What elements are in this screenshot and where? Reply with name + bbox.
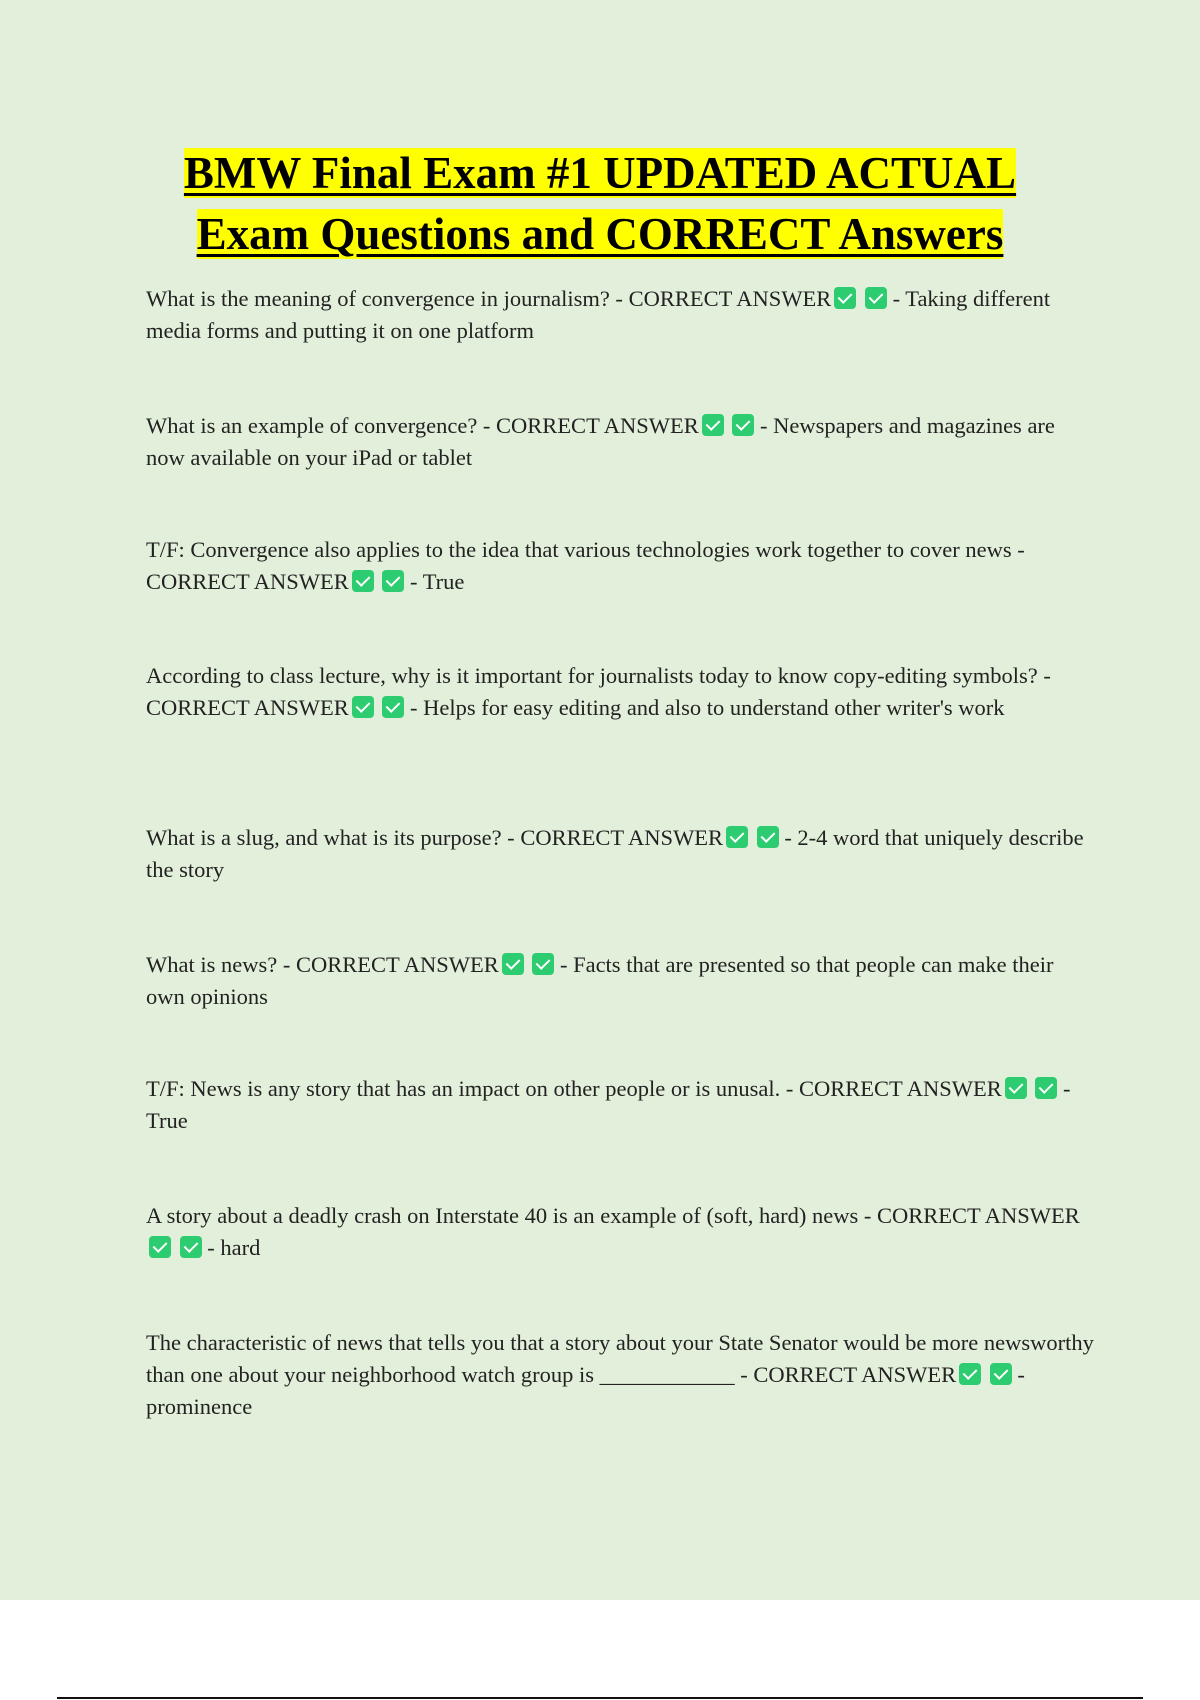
answer-text: - Facts that are presented so that people can make their own opinions bbox=[146, 952, 1054, 1009]
answer-text: - Helps for easy editing and also to understand other writer's work bbox=[404, 695, 1005, 720]
answer-marker: CORRECT ANSWER bbox=[877, 1203, 1080, 1228]
check-mark-icon bbox=[382, 570, 404, 592]
qa-item bbox=[146, 822, 1096, 886]
qa-item bbox=[146, 1073, 1096, 1137]
check-mark-icon bbox=[532, 953, 554, 975]
answer-marker: CORRECT ANSWER bbox=[146, 569, 349, 594]
question-text: A story about a deadly crash on Interstate 40 is an example of (soft, hard) news - bbox=[146, 1203, 878, 1228]
check-mark-icon bbox=[352, 696, 374, 718]
answer-text: - 2-4 word that uniquely describe the story bbox=[146, 825, 1084, 882]
answer-text: - prominence bbox=[146, 1362, 1025, 1419]
question-text: According to class lecture, why is it important for journalists today to know copy-editing symbols? - bbox=[146, 663, 1051, 688]
check-mark-icon bbox=[1005, 1077, 1027, 1099]
check-mark-icon bbox=[702, 414, 724, 436]
answer-marker: CORRECT ANSWER bbox=[295, 952, 499, 977]
document-title bbox=[80, 143, 1120, 265]
check-mark-icon bbox=[1035, 1077, 1057, 1099]
qa-item bbox=[146, 1327, 1096, 1423]
qa-item bbox=[146, 949, 1096, 1013]
question-text: What is an example of convergence? - bbox=[146, 413, 497, 438]
title-line-2: Exam Questions and CORRECT Answers bbox=[196, 209, 1004, 259]
check-mark-icon bbox=[732, 414, 754, 436]
answer-marker: CORRECT ANSWER bbox=[628, 286, 832, 311]
question-text: What is news? - bbox=[146, 952, 296, 977]
answer-marker: CORRECT ANSWER bbox=[520, 825, 724, 850]
check-mark-icon bbox=[352, 570, 374, 592]
check-mark-icon bbox=[180, 1236, 202, 1258]
check-mark-icon bbox=[149, 1236, 171, 1258]
footer-divider bbox=[57, 1697, 1143, 1699]
qa-item bbox=[146, 410, 1096, 474]
question-text: The characteristic of news that tells you that a story about your State Senator would be more newsworthy than one about your neighborhood watch group is ____________ - bbox=[146, 1330, 1094, 1387]
check-mark-icon bbox=[834, 287, 856, 309]
check-mark-icon bbox=[865, 287, 887, 309]
qa-item bbox=[146, 534, 1096, 598]
answer-marker: CORRECT ANSWER bbox=[146, 695, 349, 720]
check-mark-icon bbox=[382, 696, 404, 718]
answer-text: - True bbox=[146, 1076, 1071, 1133]
qa-item bbox=[146, 283, 1096, 347]
answer-marker: CORRECT ANSWER bbox=[799, 1076, 1002, 1101]
question-text: T/F: News is any story that has an impact on other people or is unusal. - bbox=[146, 1076, 800, 1101]
answer-marker: CORRECT ANSWER bbox=[496, 413, 699, 438]
question-text: What is the meaning of convergence in journalism? - bbox=[146, 286, 629, 311]
answer-text: - True bbox=[404, 569, 465, 594]
question-text: T/F: Convergence also applies to the idea that various technologies work together to cover news - bbox=[146, 537, 1025, 562]
title-line-1: BMW Final Exam #1 UPDATED ACTUAL bbox=[183, 148, 1017, 198]
answer-text: - hard bbox=[201, 1235, 261, 1260]
check-mark-icon bbox=[757, 826, 779, 848]
answer-marker: CORRECT ANSWER bbox=[753, 1362, 957, 1387]
check-mark-icon bbox=[726, 826, 748, 848]
question-text: What is a slug, and what is its purpose? - bbox=[146, 825, 521, 850]
qa-item bbox=[146, 1200, 1096, 1264]
check-mark-icon bbox=[502, 953, 524, 975]
check-mark-icon bbox=[990, 1363, 1012, 1385]
answer-text: - Newspapers and magazines are now available on your iPad or tablet bbox=[146, 413, 1055, 470]
check-mark-icon bbox=[959, 1363, 981, 1385]
qa-item bbox=[146, 660, 1096, 724]
answer-text: - Taking different media forms and putting it on one platform bbox=[146, 286, 1051, 343]
